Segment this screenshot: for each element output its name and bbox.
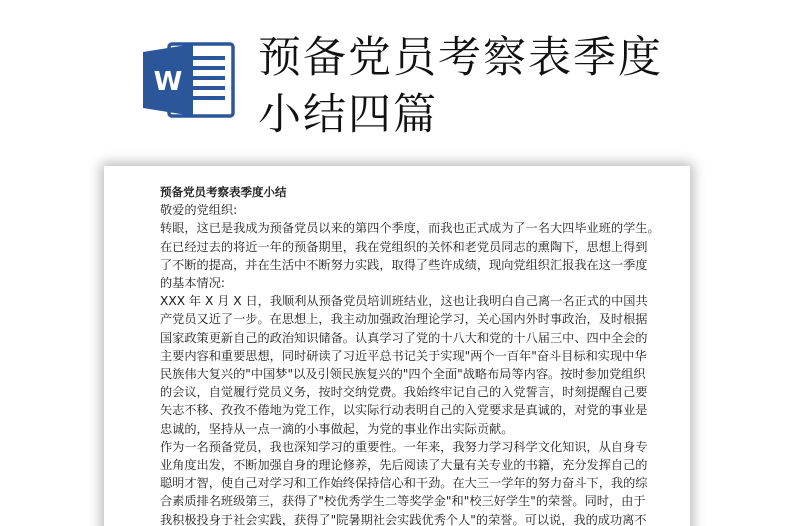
page-title-line-2: 小结四篇 bbox=[258, 90, 438, 140]
page-title bbox=[258, 30, 778, 144]
document-line: 主要内容和重要思想，同时研读了习近平总书记关于实现"两个一百年"奋斗目标和实现中华 bbox=[160, 348, 647, 363]
document-line: 了不断的提高，并在生活中不断努力实践，取得了些许成绩，现向党组织汇报我在这一季度 bbox=[160, 257, 648, 272]
word-logo-letter: W bbox=[153, 67, 183, 97]
document-line: 矢志不移、孜孜不倦地为党工作，以实际行动表明自己的入党要求是真诚的，对党的事业是 bbox=[160, 403, 648, 418]
document-line: 国家政策更新自己的政治知识储备。认真学习了党的十八大和党的十八届三中、四中全会的 bbox=[160, 330, 648, 345]
document-line: 合素质排名班级第三，获得了"校优秀学生二等奖学金"和"校三好学生"的荣誉。同时，由于 bbox=[160, 494, 646, 509]
document-line: 转眼，这已是我成为预备党员以来的第四个季度，而我也正式成为了一名大四毕业班的学生。 bbox=[160, 221, 660, 236]
document-line: 的基本情况: bbox=[160, 276, 226, 291]
document-line: XXX 年 X 月 X 日，我顺利从预备党员培训班结业，这也让我明白自己离一名正式的中国共 bbox=[160, 294, 648, 309]
document-line: 忠诚的，坚持从一点一滴的小事做起，为党的事业作出实际贡献。 bbox=[160, 421, 514, 436]
document-line: 聪明才智，使自己对学习和工作始终保持信心和干劲。在大三一学年的努力奋斗下，我的综 bbox=[160, 476, 648, 491]
document-line: 的会议，自觉履行党员义务，按时交纳党费。我始终牢记自己的入党誓言，时刻提醒自己要 bbox=[160, 385, 648, 400]
document-line: 在已经过去的将近一年的预备期里，我在党组织的关怀和老党员同志的熏陶下，思想上得到 bbox=[160, 239, 648, 254]
document-heading: 预备党员考察表季度小结 bbox=[160, 185, 287, 199]
word-document-icon bbox=[139, 40, 237, 120]
document-line: 我积极投身于社会实践，获得了"院暑期社会实践优秀个人"的荣誉。可以说，我的成功离不 bbox=[160, 512, 647, 526]
document-line: 业角度出发，不断加强自身的理论修养，先后阅读了大量有关专业的书籍，充分发挥自己的 bbox=[160, 458, 648, 473]
document-line: 产党员又近了一步。在思想上，我主动加强政治理论学习，关心国内外时事政治，及时根据 bbox=[160, 312, 648, 327]
document-line: 作为一名预备党员，我也深知学习的重要性。一年来，我努力学习科学文化知识，从自身专 bbox=[160, 439, 648, 454]
document-line: 敬爱的党组织: bbox=[160, 203, 238, 218]
document-line: 民族伟大复兴的"中国梦"以及引领民族复兴的"四个全面"战略布局等内容。按时参加党组织 bbox=[160, 367, 646, 382]
document-body bbox=[160, 183, 670, 526]
page-title-line-1: 预备党员考察表季度 bbox=[258, 33, 663, 83]
